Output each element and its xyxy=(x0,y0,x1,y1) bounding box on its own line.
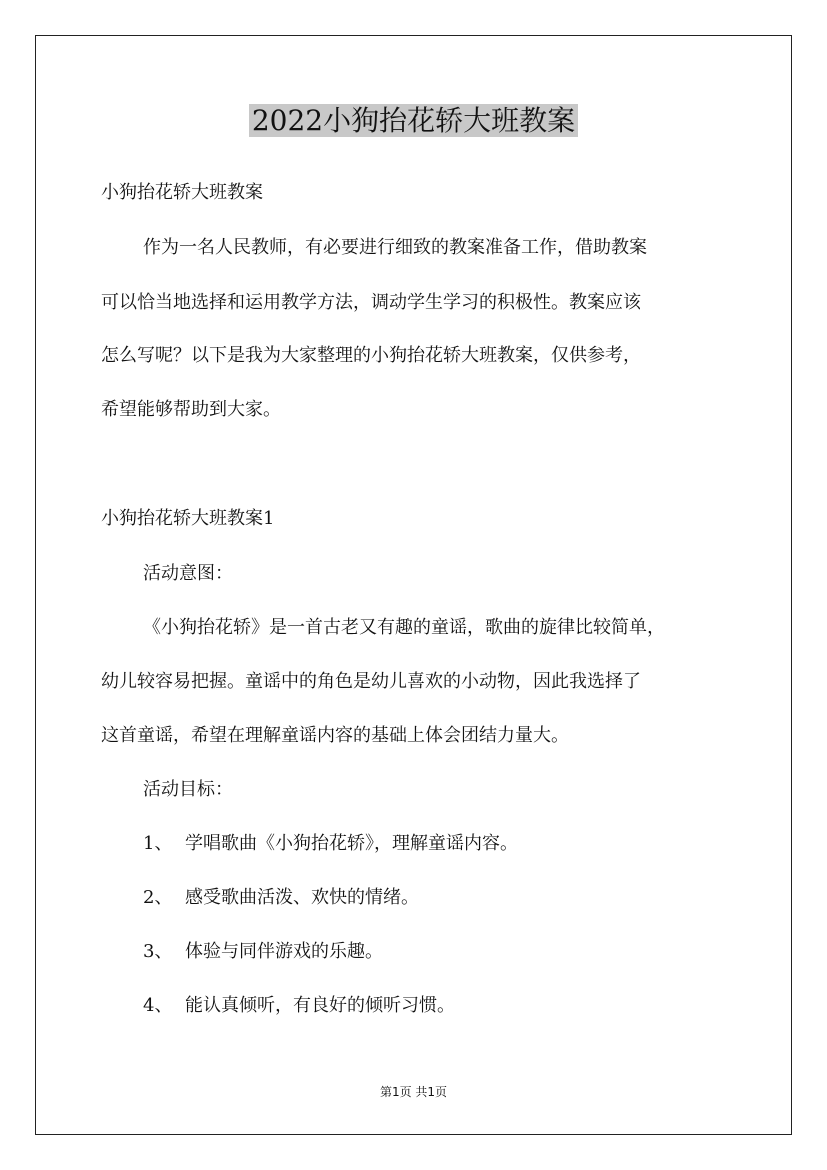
intent-line: 幼儿较容易把握。童谣中的角色是幼儿喜欢的小动物，因此我选择了 xyxy=(101,671,641,692)
goal-text: 体验与同伴游戏的乐趣。 xyxy=(185,941,383,962)
intro-line: 怎么写呢？以下是我为大家整理的小狗抬花轿大班教案，仅供参考， xyxy=(101,345,641,366)
goal-item xyxy=(143,993,455,1019)
intro-line: 作为一名人民教师，有必要进行细致的教案准备工作，借助教案 xyxy=(143,237,647,258)
goal-number: 1、 xyxy=(143,833,173,854)
goal-text: 学唱歌曲《小狗抬花轿》，理解童谣内容。 xyxy=(185,833,518,854)
goal-item xyxy=(143,885,419,911)
intent-line: 《小狗抬花轿》是一首古老又有趣的童谣，歌曲的旋律比较简单， xyxy=(143,617,665,638)
intent-label: 活动意图： xyxy=(143,563,233,584)
section-heading: 小狗抬花轿大班教案1 xyxy=(101,508,275,529)
goal-text: 感受歌曲活泼、欢快的情绪。 xyxy=(185,887,419,908)
goal-number: 4、 xyxy=(143,995,173,1016)
goals-label: 活动目标： xyxy=(143,779,233,800)
intro-line: 希望能够帮助到大家。 xyxy=(101,399,281,420)
intro-line: 可以恰当地选择和运用教学方法，调动学生学习的积极性。教案应该 xyxy=(101,292,641,313)
goal-number: 2、 xyxy=(143,887,173,908)
document-subtitle: 小狗抬花轿大班教案 xyxy=(101,182,263,203)
document-title-text: 2022小狗抬花轿大班教案 xyxy=(249,104,578,137)
goal-item xyxy=(143,939,383,965)
document-title xyxy=(0,101,827,141)
page-footer: 第1页 共1页 xyxy=(379,1085,448,1099)
goal-text: 能认真倾听，有良好的倾听习惯。 xyxy=(185,995,455,1016)
goal-number: 3、 xyxy=(143,941,173,962)
goal-item xyxy=(143,831,518,857)
intent-line: 这首童谣，希望在理解童谣内容的基础上体会团结力量大。 xyxy=(101,725,569,746)
